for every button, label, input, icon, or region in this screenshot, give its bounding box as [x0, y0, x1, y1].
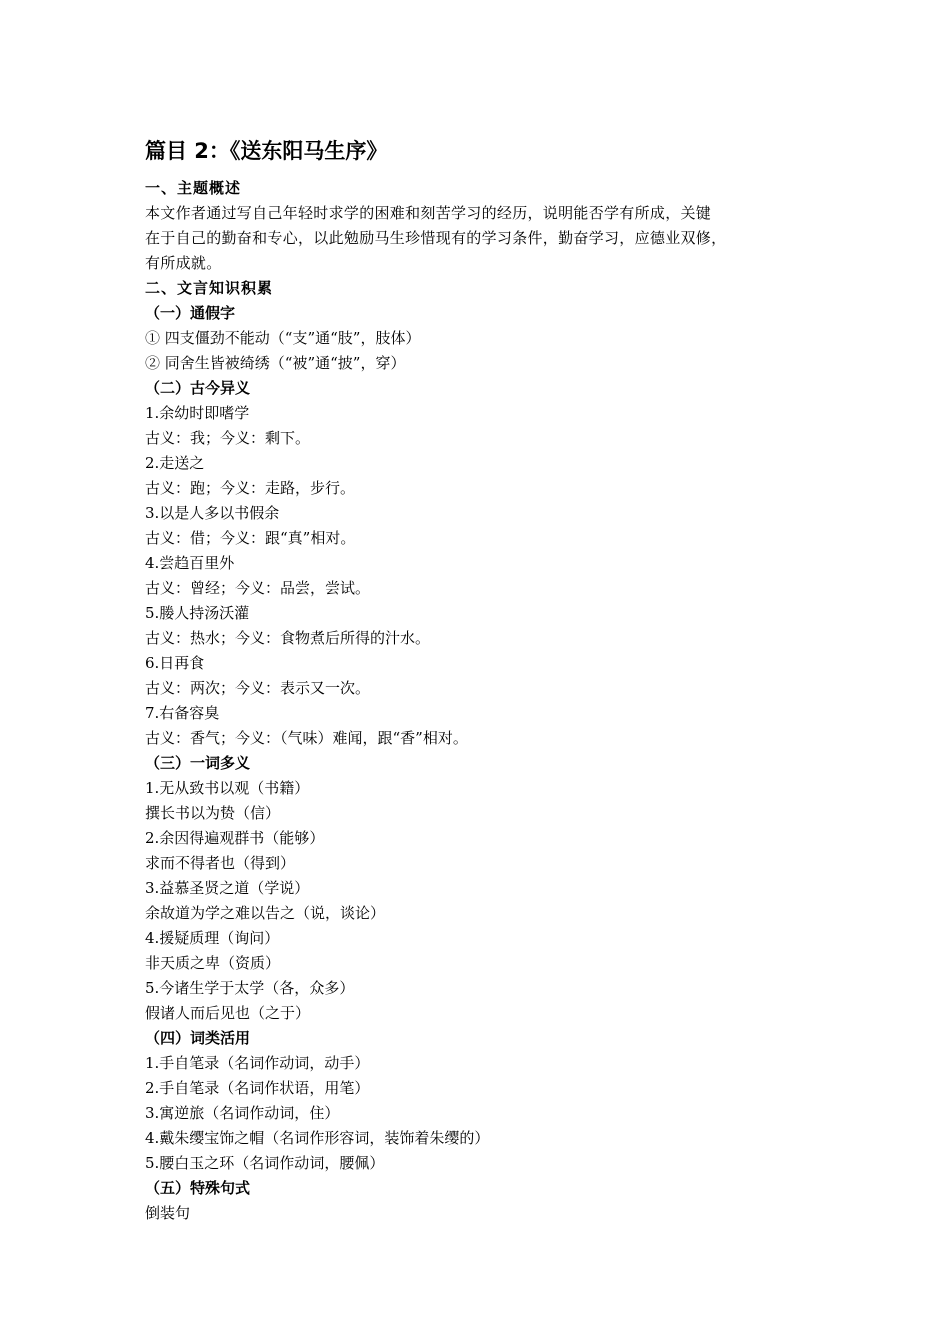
theme-paragraph	[145, 201, 835, 276]
list-item: 2.余因得遍观群书（能够）	[145, 829, 325, 847]
list-item: 3.益慕圣贤之道（学说）	[145, 879, 310, 897]
list-item: ① 四支僵劲不能动（“支”通“肢”，肢体）	[145, 329, 421, 347]
section-heading-theme: 一、主题概述	[145, 179, 242, 197]
list-item: 非天质之卑（资质）	[145, 954, 281, 972]
subheading-tongjiazi: （一）通假字	[145, 304, 236, 322]
list-item: 余故道为学之难以告之（说，谈论）	[145, 904, 386, 922]
page-title: 篇目 2：《送东阳马生序》	[145, 139, 388, 163]
list-item: 撰长书以为贽（信）	[145, 804, 281, 822]
list-item: 5.腰白玉之环（名词作动词，腰佩）	[145, 1154, 385, 1172]
paragraph-line: 在于自己的勤奋和专心，以此勉励马生珍惜现有的学习条件，勤奋学习，应德业双修，	[145, 229, 727, 247]
list-item: 5.媵人持汤沃灌	[145, 604, 250, 622]
list-item: 4.尝趋百里外	[145, 554, 235, 572]
list-item: 古义：曾经；今义：品尝，尝试。	[145, 579, 371, 597]
list-item: 古义：借；今义：跟“真”相对。	[145, 529, 356, 547]
list-item: 2.走送之	[145, 454, 205, 472]
list-item: 1.余幼时即嗜学	[145, 404, 250, 422]
list-item: ② 同舍生皆被绮绣（“被”通“披”，穿）	[145, 354, 406, 372]
section-heading-knowledge: 二、文言知识积累	[145, 279, 274, 297]
subheading-huoyong: （四）词类活用	[145, 1029, 251, 1047]
list-item: 古义：跑；今义：走路，步行。	[145, 479, 356, 497]
paragraph-line: 本文作者通过写自己年轻时求学的困难和刻苦学习的经历，说明能否学有所成，关键	[145, 204, 712, 222]
subheading-jushi: （五）特殊句式	[145, 1179, 251, 1197]
list-item: 6.日再食	[145, 654, 205, 672]
list-item: 倒装句	[145, 1204, 191, 1222]
list-item: 古义：我；今义：剩下。	[145, 429, 311, 447]
list-item: 古义：两次；今义：表示又一次。	[145, 679, 371, 697]
list-item: 3.以是人多以书假余	[145, 504, 280, 522]
list-item: 4.援疑质理（询问）	[145, 929, 280, 947]
subheading-duoyi: （三）一词多义	[145, 754, 251, 772]
document-page	[145, 136, 835, 1226]
list-item: 3.寓逆旅（名词作动词，住）	[145, 1104, 340, 1122]
list-item: 7.右备容臭	[145, 704, 220, 722]
list-item: 古义：热水；今义：食物煮后所得的汁水。	[145, 629, 431, 647]
list-item: 1.手自笔录（名词作动词，动手）	[145, 1054, 370, 1072]
paragraph-line: 有所成就。	[145, 254, 222, 272]
list-item: 4.戴朱缨宝饰之帽（名词作形容词，装饰着朱缨的）	[145, 1129, 490, 1147]
list-item: 5.今诸生学于太学（各，众多）	[145, 979, 355, 997]
list-item: 假诸人而后见也（之于）	[145, 1004, 311, 1022]
list-item: 古义：香气；今义：（气味）难闻，跟“香”相对。	[145, 729, 468, 747]
list-item: 求而不得者也（得到）	[145, 854, 296, 872]
list-item: 2.手自笔录（名词作状语，用笔）	[145, 1079, 370, 1097]
subheading-gujin: （二）古今异义	[145, 379, 251, 397]
list-item: 1.无从致书以观（书籍）	[145, 779, 310, 797]
